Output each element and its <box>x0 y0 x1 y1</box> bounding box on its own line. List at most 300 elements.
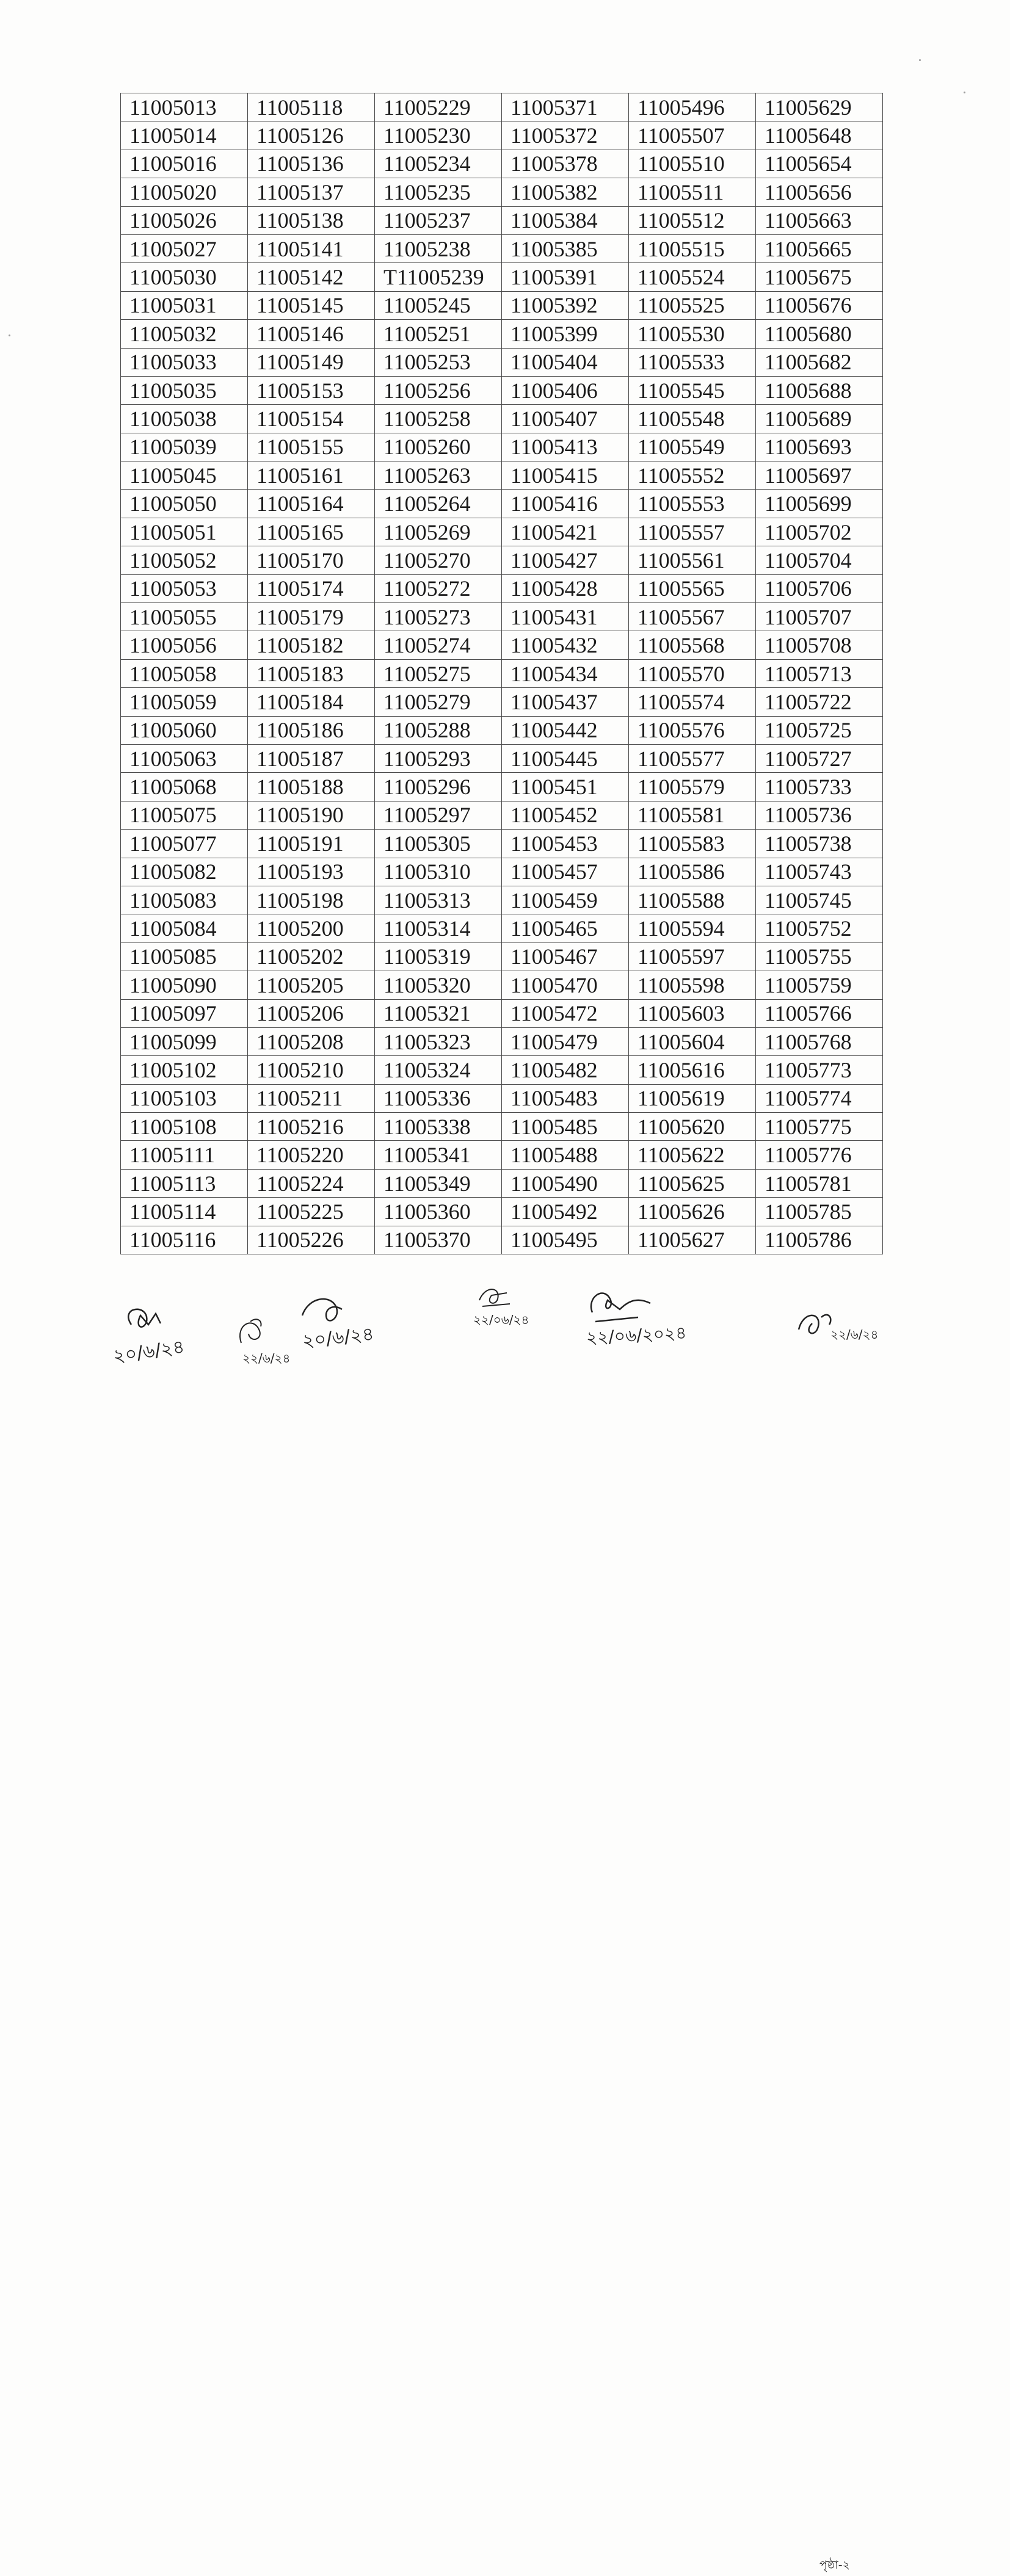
table-cell: 11005269 <box>375 518 502 546</box>
table-cell: 11005733 <box>756 773 883 801</box>
table-cell: 11005511 <box>629 178 756 206</box>
table-row <box>121 858 883 886</box>
signature-5-date: ২২/০৬/২০২৪ <box>586 1322 688 1348</box>
table-cell: 11005391 <box>502 263 629 291</box>
table-cell: 11005149 <box>248 348 375 376</box>
table-cell: 11005068 <box>121 773 248 801</box>
table-cell: 11005620 <box>629 1113 756 1141</box>
table-cell: 11005164 <box>248 490 375 518</box>
table-row <box>121 716 883 744</box>
table-cell: 11005014 <box>121 121 248 150</box>
table-cell: 11005530 <box>629 320 756 348</box>
table-cell: 11005039 <box>121 433 248 461</box>
paper-speck <box>919 59 921 61</box>
table-cell: 11005349 <box>375 1169 502 1197</box>
table-row <box>121 1141 883 1169</box>
table-row <box>121 234 883 262</box>
table-cell: 11005186 <box>248 716 375 744</box>
table-cell: 11005053 <box>121 574 248 602</box>
table-cell: 11005378 <box>502 150 629 178</box>
table-row <box>121 376 883 404</box>
table-cell: 11005183 <box>248 659 375 687</box>
table-row <box>121 348 883 376</box>
table-cell: 11005755 <box>756 942 883 971</box>
table-cell: 11005142 <box>248 263 375 291</box>
table-cell: 11005565 <box>629 574 756 602</box>
table-cell: 11005577 <box>629 744 756 772</box>
signature-5 <box>583 1282 693 1348</box>
table-cell: 11005722 <box>756 688 883 716</box>
table-cell: 11005427 <box>502 546 629 574</box>
table-cell: 11005774 <box>756 1084 883 1112</box>
table-cell: 11005032 <box>121 320 248 348</box>
table-cell: 11005050 <box>121 490 248 518</box>
table-cell: 11005138 <box>248 206 375 234</box>
table-cell: 11005372 <box>502 121 629 150</box>
signature-2 <box>235 1309 302 1367</box>
table-cell: 11005384 <box>502 206 629 234</box>
paper-speck <box>964 92 965 93</box>
table-cell: 11005338 <box>375 1113 502 1141</box>
table-cell: 11005184 <box>248 688 375 716</box>
table-cell: 11005451 <box>502 773 629 801</box>
table-cell: 11005413 <box>502 433 629 461</box>
table-cell: 11005090 <box>121 971 248 999</box>
table-cell: 11005676 <box>756 291 883 319</box>
table-cell: 11005226 <box>248 1226 375 1254</box>
table-cell: 11005479 <box>502 1027 629 1055</box>
table-cell: 11005030 <box>121 263 248 291</box>
signature-3-date: ২০/৬/২৪ <box>301 1323 376 1353</box>
table-cell: 11005187 <box>248 744 375 772</box>
table-cell: 11005085 <box>121 942 248 971</box>
table-cell: 11005211 <box>248 1084 375 1112</box>
table-cell: 11005114 <box>121 1198 248 1226</box>
table-cell: 11005432 <box>502 631 629 659</box>
signature-6-date: ২২/৬/২৪ <box>830 1327 879 1342</box>
table-cell: 11005654 <box>756 150 883 178</box>
table-cell: 11005324 <box>375 1056 502 1084</box>
table-cell: 11005336 <box>375 1084 502 1112</box>
signature-6 <box>794 1305 879 1351</box>
table-cell: 11005035 <box>121 376 248 404</box>
table-cell: 11005629 <box>756 93 883 121</box>
table-cell: 11005224 <box>248 1169 375 1197</box>
table-row <box>121 320 883 348</box>
table-cell: 11005548 <box>629 405 756 433</box>
table-cell: 11005525 <box>629 291 756 319</box>
table-cell: 11005457 <box>502 858 629 886</box>
table-cell: 11005188 <box>248 773 375 801</box>
table-cell: 11005202 <box>248 942 375 971</box>
table-cell: 11005083 <box>121 886 248 914</box>
table-cell: 11005075 <box>121 801 248 829</box>
table-row <box>121 801 883 829</box>
table-row <box>121 1226 883 1254</box>
table-cell: 11005272 <box>375 574 502 602</box>
table-cell: 11005775 <box>756 1113 883 1141</box>
table-row <box>121 1113 883 1141</box>
signature-1 <box>113 1300 235 1370</box>
table-row <box>121 1056 883 1084</box>
table-cell: 11005597 <box>629 942 756 971</box>
table-cell: 11005077 <box>121 830 248 858</box>
table-cell: 11005648 <box>756 121 883 150</box>
table-cell: 11005428 <box>502 574 629 602</box>
table-cell: 11005495 <box>502 1226 629 1254</box>
table-cell: 11005766 <box>756 999 883 1027</box>
table-cell: 11005512 <box>629 206 756 234</box>
table-cell: 11005625 <box>629 1169 756 1197</box>
table-cell: 11005727 <box>756 744 883 772</box>
table-cell: 11005561 <box>629 546 756 574</box>
table-cell: 11005627 <box>629 1226 756 1254</box>
table-row <box>121 744 883 772</box>
table-cell: 11005116 <box>121 1226 248 1254</box>
table-cell: 11005404 <box>502 348 629 376</box>
table-cell: 11005238 <box>375 234 502 262</box>
table-cell: 11005174 <box>248 574 375 602</box>
table-row <box>121 773 883 801</box>
table-cell: 11005099 <box>121 1027 248 1055</box>
signature-1-date: ২০/৬/২৪ <box>111 1336 186 1368</box>
table-cell: 11005026 <box>121 206 248 234</box>
table-row <box>121 206 883 234</box>
table-row <box>121 631 883 659</box>
table-cell: 11005320 <box>375 971 502 999</box>
table-cell: 11005598 <box>629 971 756 999</box>
table-row <box>121 1027 883 1055</box>
table-cell: 11005568 <box>629 631 756 659</box>
table-cell: 11005680 <box>756 320 883 348</box>
table-cell: 11005776 <box>756 1141 883 1169</box>
table-cell: 11005256 <box>375 376 502 404</box>
table-cell: 11005253 <box>375 348 502 376</box>
table-row <box>121 1169 883 1197</box>
table-cell: 11005467 <box>502 942 629 971</box>
table-cell: 11005586 <box>629 858 756 886</box>
table-cell: 11005234 <box>375 150 502 178</box>
table-cell: 11005237 <box>375 206 502 234</box>
table-cell: 11005785 <box>756 1198 883 1226</box>
page-number: পৃষ্ঠা-২ <box>819 2558 850 2572</box>
table-cell: 11005488 <box>502 1141 629 1169</box>
table-cell: 11005263 <box>375 461 502 490</box>
table-cell: 11005288 <box>375 716 502 744</box>
signature-4-date: ২২/০৬/২৪ <box>473 1312 529 1327</box>
table-cell: 11005229 <box>375 93 502 121</box>
table-cell: 11005056 <box>121 631 248 659</box>
table-cell: 11005154 <box>248 405 375 433</box>
table-cell: 11005370 <box>375 1226 502 1254</box>
table-cell: 11005725 <box>756 716 883 744</box>
table-row <box>121 490 883 518</box>
table-cell: 11005145 <box>248 291 375 319</box>
table-cell: 11005205 <box>248 971 375 999</box>
table-cell: 11005102 <box>121 1056 248 1084</box>
table-cell: 11005759 <box>756 971 883 999</box>
table-cell: 11005576 <box>629 716 756 744</box>
table-cell: 11005193 <box>248 858 375 886</box>
table-cell: 11005445 <box>502 744 629 772</box>
table-cell: 11005082 <box>121 858 248 886</box>
table-cell: 11005699 <box>756 490 883 518</box>
table-row <box>121 461 883 490</box>
table-cell: 11005118 <box>248 93 375 121</box>
table-cell: 11005031 <box>121 291 248 319</box>
table-cell: 11005275 <box>375 659 502 687</box>
table-row <box>121 1084 883 1112</box>
table-cell: 11005321 <box>375 999 502 1027</box>
table-cell: 11005260 <box>375 433 502 461</box>
table-cell: 11005382 <box>502 178 629 206</box>
table-cell: 11005626 <box>629 1198 756 1226</box>
table-cell: 11005059 <box>121 688 248 716</box>
table-cell: 11005415 <box>502 461 629 490</box>
table-cell: 11005416 <box>502 490 629 518</box>
table-cell: 11005033 <box>121 348 248 376</box>
table-cell: 11005103 <box>121 1084 248 1112</box>
table-cell: 11005385 <box>502 234 629 262</box>
signature-2-date: ২২/৬/২৪ <box>242 1351 291 1366</box>
table-cell: 11005058 <box>121 659 248 687</box>
table-cell: 11005161 <box>248 461 375 490</box>
table-cell: 11005392 <box>502 291 629 319</box>
table-cell: 11005697 <box>756 461 883 490</box>
table-row <box>121 688 883 716</box>
table-cell: 11005434 <box>502 659 629 687</box>
table-cell: 11005141 <box>248 234 375 262</box>
table-cell: 11005693 <box>756 433 883 461</box>
signature-4 <box>473 1282 534 1327</box>
table-cell: 11005713 <box>756 659 883 687</box>
table-cell: 11005108 <box>121 1113 248 1141</box>
table-cell: 11005465 <box>502 914 629 942</box>
table-cell: 11005594 <box>629 914 756 942</box>
table-cell: 11005570 <box>629 659 756 687</box>
signature-3 <box>293 1291 415 1361</box>
table-cell: 11005510 <box>629 150 756 178</box>
table-cell: 11005583 <box>629 830 756 858</box>
table-cell: 11005341 <box>375 1141 502 1169</box>
table-cell: 11005452 <box>502 801 629 829</box>
table-cell: 11005013 <box>121 93 248 121</box>
table-cell: 11005293 <box>375 744 502 772</box>
table-cell: 11005549 <box>629 433 756 461</box>
table-cell: 11005027 <box>121 234 248 262</box>
table-cell: 11005622 <box>629 1141 756 1169</box>
table-cell: 11005485 <box>502 1113 629 1141</box>
table-cell: 11005553 <box>629 490 756 518</box>
table-cell: 11005533 <box>629 348 756 376</box>
table-cell: 11005786 <box>756 1226 883 1254</box>
table-cell: 11005453 <box>502 830 629 858</box>
table-cell: 11005273 <box>375 603 502 631</box>
table-cell: 11005581 <box>629 801 756 829</box>
table-row <box>121 574 883 602</box>
signature-footer <box>0 1276 1010 2572</box>
table-cell: 11005208 <box>248 1027 375 1055</box>
table-row <box>121 178 883 206</box>
table-cell: 11005407 <box>502 405 629 433</box>
table-cell: 11005270 <box>375 546 502 574</box>
table-cell: 11005111 <box>121 1141 248 1169</box>
table-cell: 11005738 <box>756 830 883 858</box>
table-cell: 11005310 <box>375 858 502 886</box>
table-cell: 11005016 <box>121 150 248 178</box>
table-cell: 11005084 <box>121 914 248 942</box>
table-cell: 11005579 <box>629 773 756 801</box>
table-row <box>121 518 883 546</box>
table-cell: 11005155 <box>248 433 375 461</box>
table-cell: 11005146 <box>248 320 375 348</box>
table-cell: 11005663 <box>756 206 883 234</box>
table-cell: 11005707 <box>756 603 883 631</box>
table-cell: 11005051 <box>121 518 248 546</box>
table-cell: 11005603 <box>629 999 756 1027</box>
table-cell: 11005225 <box>248 1198 375 1226</box>
table-row <box>121 659 883 687</box>
table-cell: 11005165 <box>248 518 375 546</box>
table-cell: 11005191 <box>248 830 375 858</box>
table-cell: 11005773 <box>756 1056 883 1084</box>
table-row <box>121 93 883 121</box>
table-cell: 11005045 <box>121 461 248 490</box>
table-cell: 11005137 <box>248 178 375 206</box>
table-row <box>121 150 883 178</box>
table-row <box>121 263 883 291</box>
table-cell: 11005126 <box>248 121 375 150</box>
table-cell: 11005743 <box>756 858 883 886</box>
table-row <box>121 914 883 942</box>
table-cell: 11005442 <box>502 716 629 744</box>
table-cell: 11005319 <box>375 942 502 971</box>
table-cell: 11005682 <box>756 348 883 376</box>
table-cell: 11005279 <box>375 688 502 716</box>
table-cell: 11005323 <box>375 1027 502 1055</box>
paper-speck <box>9 335 10 336</box>
table-cell: 11005567 <box>629 603 756 631</box>
table-cell: 11005360 <box>375 1198 502 1226</box>
table-cell: 11005616 <box>629 1056 756 1084</box>
table-cell: 11005216 <box>248 1113 375 1141</box>
table-cell: 11005470 <box>502 971 629 999</box>
table-cell: 11005604 <box>629 1027 756 1055</box>
table-cell: 11005264 <box>375 490 502 518</box>
table-cell: 11005688 <box>756 376 883 404</box>
table-cell: 11005574 <box>629 688 756 716</box>
table-cell: 11005752 <box>756 914 883 942</box>
table-cell: 11005736 <box>756 801 883 829</box>
table-cell: 11005524 <box>629 263 756 291</box>
table-cell: 11005313 <box>375 886 502 914</box>
table-cell: 11005689 <box>756 405 883 433</box>
table-cell: 11005706 <box>756 574 883 602</box>
table-row <box>121 942 883 971</box>
table-row <box>121 121 883 150</box>
table-row <box>121 291 883 319</box>
table-cell: 11005483 <box>502 1084 629 1112</box>
table-cell: 11005245 <box>375 291 502 319</box>
table-cell: 11005170 <box>248 546 375 574</box>
table-row <box>121 546 883 574</box>
table-cell: 11005406 <box>502 376 629 404</box>
table-row <box>121 405 883 433</box>
table-cell: 11005399 <box>502 320 629 348</box>
table-cell: 11005431 <box>502 603 629 631</box>
table-cell: 11005052 <box>121 546 248 574</box>
table-cell: 11005297 <box>375 801 502 829</box>
table-cell: 11005656 <box>756 178 883 206</box>
table-cell: 11005545 <box>629 376 756 404</box>
table-row <box>121 886 883 914</box>
table-cell: 11005258 <box>375 405 502 433</box>
table-cell: 11005708 <box>756 631 883 659</box>
table-cell: 11005702 <box>756 518 883 546</box>
table-row <box>121 999 883 1027</box>
table-cell: 11005038 <box>121 405 248 433</box>
table-cell: 11005665 <box>756 234 883 262</box>
table-cell: 11005496 <box>629 93 756 121</box>
table-row <box>121 433 883 461</box>
table-cell: 11005251 <box>375 320 502 348</box>
table-row <box>121 603 883 631</box>
table-cell: 11005097 <box>121 999 248 1027</box>
table-cell: 11005459 <box>502 886 629 914</box>
table-cell: 11005421 <box>502 518 629 546</box>
table-cell: 11005768 <box>756 1027 883 1055</box>
table-cell: 11005113 <box>121 1169 248 1197</box>
table-cell: 11005182 <box>248 631 375 659</box>
table-cell: 11005371 <box>502 93 629 121</box>
table-cell: 11005515 <box>629 234 756 262</box>
table-cell: 11005206 <box>248 999 375 1027</box>
table-cell: 11005619 <box>629 1084 756 1112</box>
table-cell: 11005507 <box>629 121 756 150</box>
table-cell: 11005557 <box>629 518 756 546</box>
table-cell: 11005305 <box>375 830 502 858</box>
table-cell: 11005230 <box>375 121 502 150</box>
table-cell: 11005190 <box>248 801 375 829</box>
table-cell: 11005020 <box>121 178 248 206</box>
table-row <box>121 1198 883 1226</box>
table-cell: 11005482 <box>502 1056 629 1084</box>
table-cell: 11005314 <box>375 914 502 942</box>
table-cell: 11005675 <box>756 263 883 291</box>
table-cell: 11005210 <box>248 1056 375 1084</box>
table-row <box>121 830 883 858</box>
table-cell: 11005704 <box>756 546 883 574</box>
table-row <box>121 971 883 999</box>
table-cell: 11005296 <box>375 773 502 801</box>
table-cell: 11005588 <box>629 886 756 914</box>
table-cell: 11005153 <box>248 376 375 404</box>
table-cell: 11005200 <box>248 914 375 942</box>
table-cell: 11005235 <box>375 178 502 206</box>
id-number-table <box>120 93 883 1254</box>
table-cell: 11005437 <box>502 688 629 716</box>
table-cell: 11005492 <box>502 1198 629 1226</box>
table-cell: T11005239 <box>375 263 502 291</box>
table-cell: 11005274 <box>375 631 502 659</box>
table-cell: 11005472 <box>502 999 629 1027</box>
table-cell: 11005745 <box>756 886 883 914</box>
table-cell: 11005063 <box>121 744 248 772</box>
table-cell: 11005220 <box>248 1141 375 1169</box>
table-cell: 11005552 <box>629 461 756 490</box>
table-cell: 11005060 <box>121 716 248 744</box>
table-cell: 11005136 <box>248 150 375 178</box>
